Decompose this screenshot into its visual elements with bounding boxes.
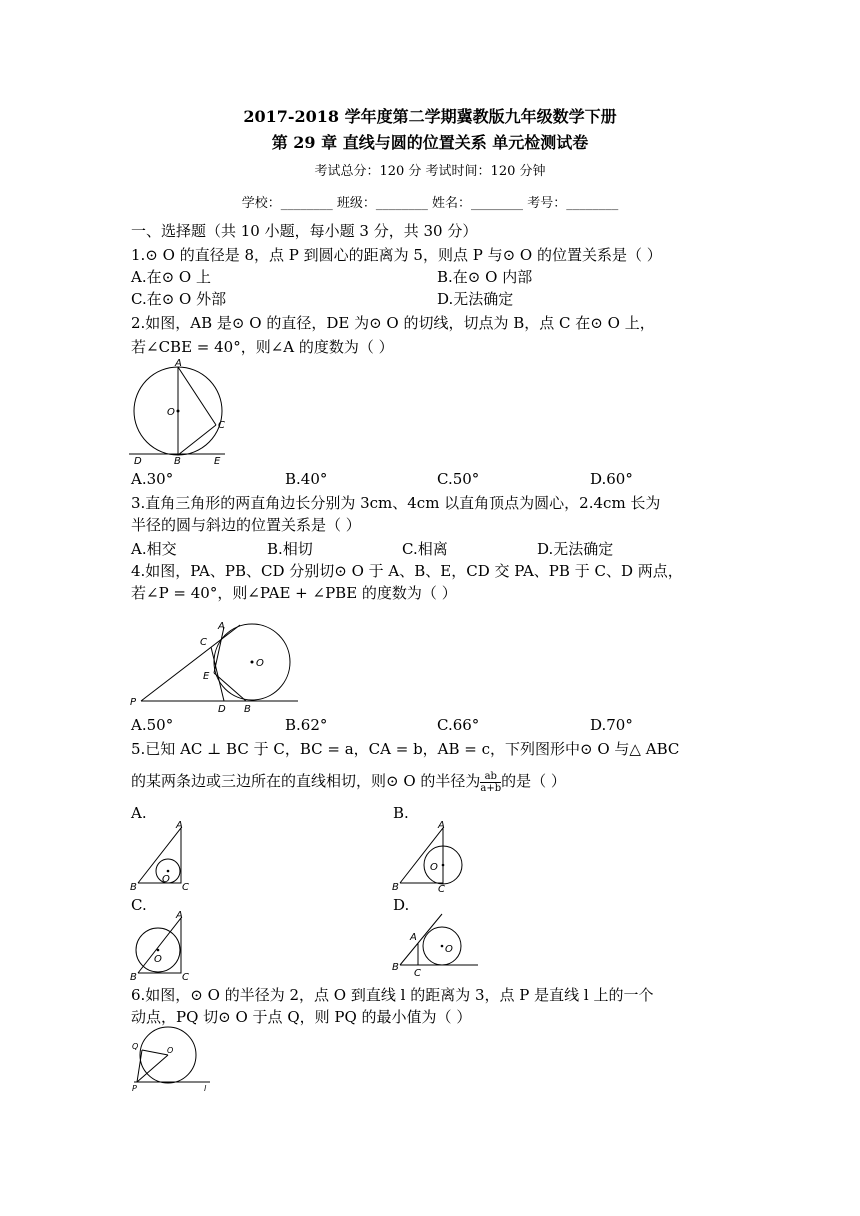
q4-label-c: C xyxy=(200,637,207,648)
q4-stem-2: 若∠P = 40°，则∠PAE + ∠PBE 的度数为（ ） xyxy=(131,584,457,602)
q2-label-c: C xyxy=(218,420,225,431)
q5-option-a: A. xyxy=(131,804,147,822)
q5a-label-a: A xyxy=(176,820,183,831)
q5d-label-c: C xyxy=(414,968,421,979)
q5d-label-o: O xyxy=(445,944,453,955)
q4-line-be xyxy=(214,673,246,701)
q3-option-b: B.相切 xyxy=(267,540,313,558)
q2-option-b: B.40° xyxy=(285,470,328,488)
q5d-center-dot xyxy=(441,945,444,948)
q5c-label-o: O xyxy=(154,954,162,965)
q5a-triangle xyxy=(138,828,181,883)
q4-label-d: D xyxy=(218,704,226,715)
q2-stem-2: 若∠CBE = 40°，则∠A 的度数为（ ） xyxy=(131,338,394,356)
q5-figure-a xyxy=(128,820,198,892)
q1-stem: 1.⊙ O 的直径是 8，点 P 到圆心的距离为 5，则点 P 与⊙ O 的位置关系是（ ） xyxy=(131,246,662,264)
q2-label-d: D xyxy=(134,456,142,467)
q6-label-p: P xyxy=(132,1084,137,1093)
q5-stem-1: 5.已知 AC ⊥ BC 于 C，BC = a，CA = b，AB = c，下列图形中⊙ O 与△ ABC xyxy=(131,740,680,758)
q3-option-a: A.相交 xyxy=(131,540,177,558)
q5-option-b: B. xyxy=(393,804,409,822)
q5b-label-a: A xyxy=(438,820,445,831)
q2-option-a: A.30° xyxy=(131,470,174,488)
q2-label-o: O xyxy=(167,407,175,418)
q5d-label-b: B xyxy=(392,962,399,973)
q4-label-p: P xyxy=(130,697,137,708)
q6-label-q: Q xyxy=(132,1042,139,1051)
q5c-center-dot xyxy=(157,949,160,952)
q5a-label-o: O xyxy=(162,874,170,885)
q4-label-o: O xyxy=(256,658,264,669)
q5-figure-c xyxy=(128,910,198,982)
q6-figure xyxy=(128,1028,228,1098)
q6-label-o: O xyxy=(167,1046,174,1055)
q1-option-c: C.在⊙ O 外部 xyxy=(131,290,227,308)
q5-stem-2-post: 的是（ ） xyxy=(501,772,566,790)
q5b-center-dot xyxy=(442,864,445,867)
q5-option-c: C. xyxy=(131,896,147,914)
q2-label-a: A xyxy=(175,358,182,369)
chapter-title: 第 29 章 直线与圆的位置关系 单元检测试卷 xyxy=(271,133,589,152)
q4-option-d: D.70° xyxy=(590,716,633,734)
q3-stem-2: 半径的圆与斜边的位置关系是（ ） xyxy=(131,516,361,534)
q2-stem-1: 2.如图，AB 是⊙ O 的直径，DE 为⊙ O 的切线，切点为 B，点 C 在⊙ O 上， xyxy=(131,314,655,332)
q2-figure xyxy=(125,358,235,468)
q5-stem-2 xyxy=(131,770,731,794)
q4-label-a: A xyxy=(218,621,225,632)
q5d-label-a: A xyxy=(410,932,417,943)
q5-frac-num: ab xyxy=(480,771,501,783)
q2-option-c: C.50° xyxy=(437,470,480,488)
q5a-center-dot xyxy=(167,870,170,873)
q5-frac-den: a+b xyxy=(480,782,502,794)
q1-option-a: A.在⊙ O 上 xyxy=(131,268,212,286)
q6-stem-2: 动点，PQ 切⊙ O 于点 Q，则 PQ 的最小值为（ ） xyxy=(131,1008,472,1026)
q5b-label-o: O xyxy=(430,862,438,873)
q5a-label-c: C xyxy=(182,882,189,893)
q2-label-b: B xyxy=(174,456,181,467)
q3-option-d: D.无法确定 xyxy=(537,540,614,558)
q3-option-c: C.相离 xyxy=(402,540,448,558)
q1-option-d: D.无法确定 xyxy=(437,290,514,308)
student-fields: 学校：________ 班级：________ 姓名：________ 考号：________ xyxy=(241,196,619,211)
q4-option-a: A.50° xyxy=(131,716,174,734)
q4-label-b: B xyxy=(244,704,251,715)
q5a-label-b: B xyxy=(130,882,137,893)
q5c-label-c: C xyxy=(182,972,189,983)
q5-radius-fraction xyxy=(480,771,501,794)
q1-option-b: B.在⊙ O 内部 xyxy=(437,268,533,286)
q5-figure-b xyxy=(390,820,480,895)
q5c-label-b: B xyxy=(130,972,137,983)
q5-stem-2-pre: 的某两条边或三边所在的直线相切，则⊙ O 的半径为 xyxy=(131,772,481,790)
q4-label-e: E xyxy=(203,671,210,682)
q2-chord-ac xyxy=(178,367,216,425)
q4-option-b: B.62° xyxy=(285,716,328,734)
section-heading: 一、选择题（共 10 小题，每小题 3 分，共 30 分） xyxy=(131,222,478,240)
q5-figure-d xyxy=(390,910,490,982)
q2-option-d: D.60° xyxy=(590,470,633,488)
q5b-triangle xyxy=(400,828,443,883)
q5d-hyp-line xyxy=(400,914,442,965)
q6-label-l: l xyxy=(204,1084,207,1093)
q5b-label-c: C xyxy=(438,884,445,895)
q5b-label-b: B xyxy=(392,882,399,893)
q6-stem-1: 6.如图，⊙ O 的半径为 2，点 O 到直线 l 的距离为 3，点 P 是直线 l 上的一个 xyxy=(131,986,654,1004)
exam-title: 2017-2018 学年度第二学期冀教版九年级数学下册 xyxy=(243,107,617,126)
q2-label-e: E xyxy=(214,456,221,467)
q4-stem-1: 4.如图，PA、PB、CD 分别切⊙ O 于 A、B、E，CD 交 PA、PB 于 C、D 两点， xyxy=(131,562,683,580)
q5-option-d: D. xyxy=(393,896,410,914)
q6-line-pq xyxy=(137,1050,142,1082)
q2-center-dot xyxy=(177,410,180,413)
q4-option-c: C.66° xyxy=(437,716,480,734)
q6-line-qo xyxy=(142,1050,168,1055)
q5c-label-a: A xyxy=(176,910,183,921)
q3-stem-1: 3.直角三角形的两直角边长分别为 3cm、4cm 以直角顶点为圆心，2.4cm 长为 xyxy=(131,494,661,512)
q4-figure xyxy=(128,605,303,715)
exam-info: 考试总分：120 分 考试时间：120 分钟 xyxy=(314,164,546,179)
q4-center-dot xyxy=(251,661,254,664)
q4-line-pa xyxy=(141,625,240,701)
